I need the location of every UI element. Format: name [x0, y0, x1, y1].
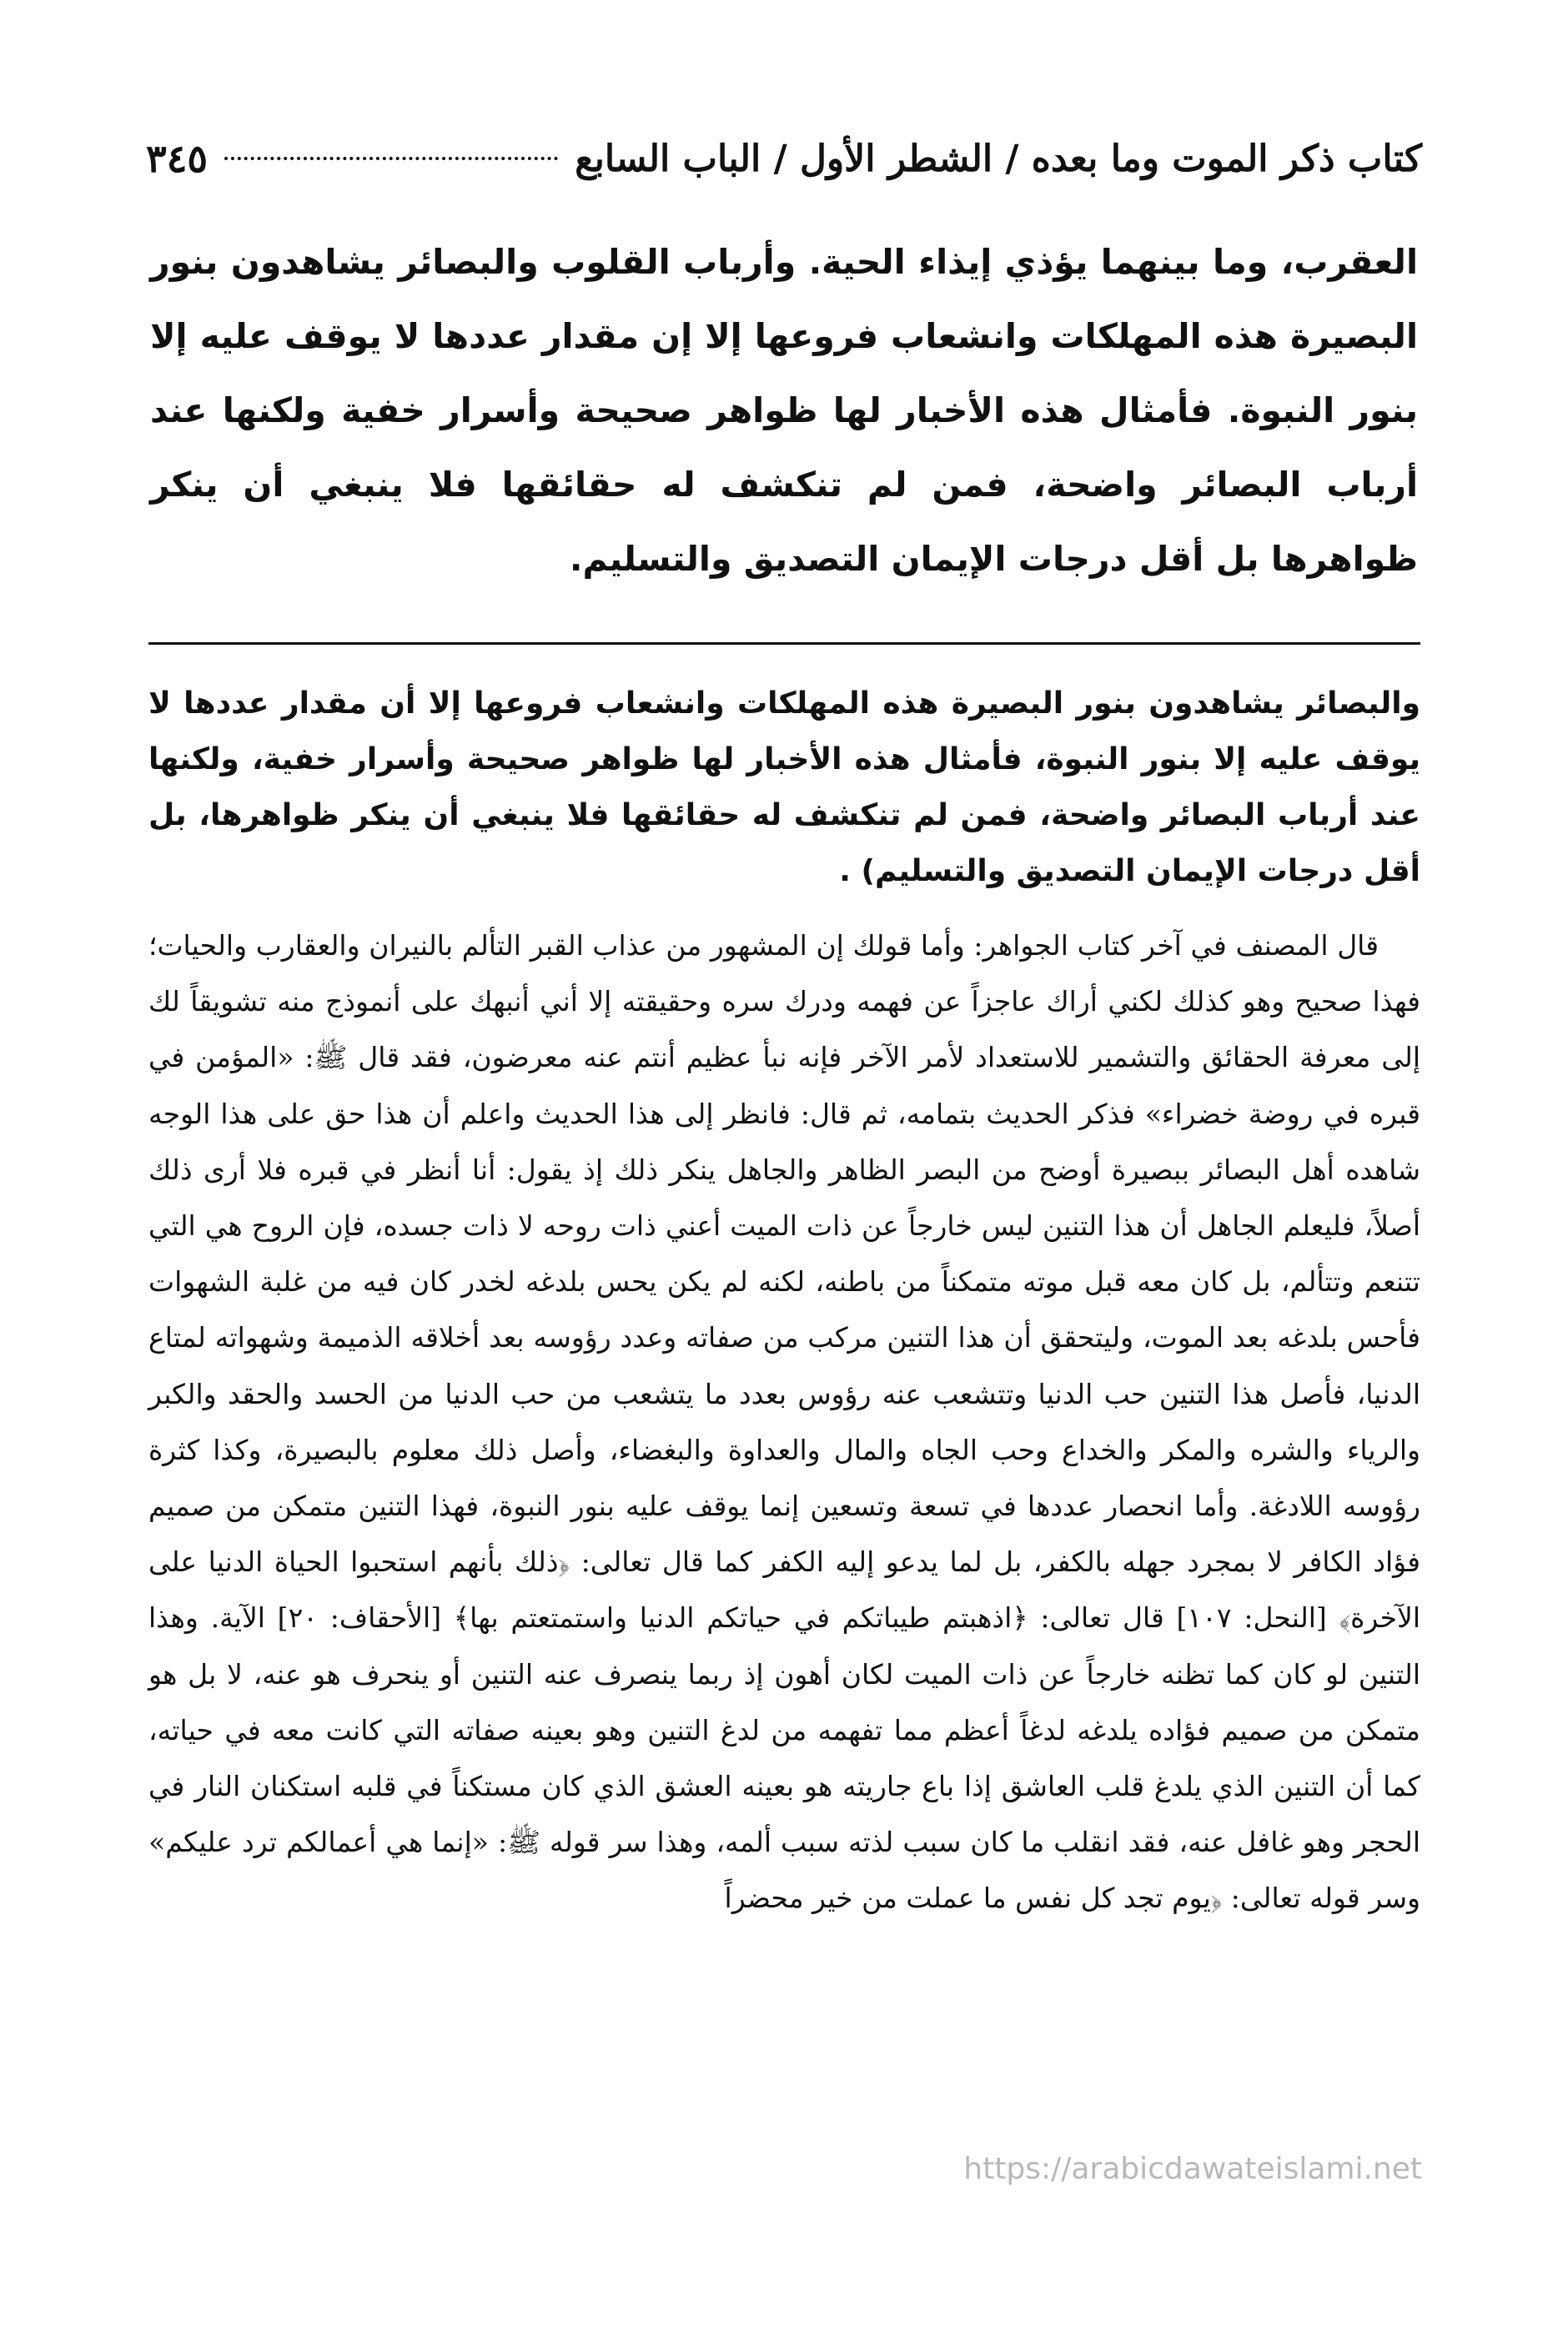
page-number: ٣٤٥	[146, 136, 209, 181]
main-text-block	[150, 225, 1418, 596]
quoted-text: والبصائر يشاهدون بنور البصيرة هذه المهلكات وانشعاب فروعها إلا أن مقدار عددها لا يوقف عليه إلا بنور النبوة، فأمثال هذه الأخبار لها ظواهر صحيحة وأسرار خفية، ولكنها عند أرباب البصائر واضحة، فمن لم تنكشف له حقائقها فلا ينبغي أن ينكر ظواهرها، بل أقل درجات الإيمان التصديق والتسليم) .	[148, 686, 1420, 888]
main-text: العقرب، وما بينهما يؤذي إيذاء الحية. وأرباب القلوب والبصائر يشاهدون بنور البصيرة هذه المهلكات وانشعاب فروعها إلا إن مقدار عددها لا يوقف عليه إلا بنور النبوة. فأمثال هذه الأخبار لها ظواهر صحيحة وأسرار خفية ولكنها عند أرباب البصائر واضحة، فمن لم تنكشف له حقائقها فلا ينبغي أن ينكر ظواهرها بل أقل درجات الإيمان التصديق والتسليم.	[150, 242, 1418, 579]
running-header	[146, 121, 1422, 196]
site-watermark: https://arabicdawateislami.net	[963, 2152, 1422, 2186]
commentary-block	[148, 917, 1420, 1927]
section-divider	[148, 642, 1420, 645]
commentary-text: قال المصنف في آخر كتاب الجواهر: وأما قولك إن المشهور من عذاب القبر التألم بالنيران والعقارب والحيات؛ فهذا صحيح وهو كذلك لكني أراك عاجزاً عن فهمه ودرك سره وحقيقته إلا أني أنبهك على أنموذج منه تشويقاً لك إلى معرفة الحقائق والتشمير للاستعداد لأمر الآخر فإنه نبأ عظيم أنتم عنه معرضون، فقد قال ﷺ: «المؤمن في قبره في روضة خضراء» فذكر الحديث بتمامه، ثم قال: فانظر إلى هذا الحديث واعلم أن هذا حق على هذا الوجه شاهده أهل البصائر ببصيرة أوضح من البصر الظاهر والجاهل ينكر ذلك إذ يقول: أنا أنظر في قبره فلا أرى ذلك أصلاً، فليعلم الجاهل أن هذا التنين ليس خارجاً عن ذات الميت أعني ذات روحه لا ذات جسده، فإن الروح هي التي تتنعم وتتألم، بل كان معه قبل موته متمكناً من باطنه، لكنه لم يكن يحس بلدغه لخدر كان فيه من غلبة الشهوات فأحس بلدغه بعد الموت، وليتحقق أن هذا التنين مركب من صفاته وعدد رؤوسه بعد أخلاقه الذميمة وشهواته لمتاع الدنيا، فأصل هذا التنين حب الدنيا وتتشعب عنه رؤوس بعدد ما يتشعب من حب الدنيا من الحسد والحقد والكبر والرياء والشره والمكر والخداع وحب الجاه والمال والعداوة والبغضاء، وأصل ذلك معلوم بالبصيرة، وكذا كثرة رؤوسه اللادغة. وأما انحصار عددها في تسعة وتسعين إنما يوقف عليه بنور النبوة، فهذا التنين متمكن من صميم فؤاد الكافر لا بمجرد جهله بالكفر، بل لما يدعو إليه الكفر كما قال تعالى: ﴿ذلك بأنهم استحبوا الحياة الدنيا على الآخرة﴾ [النحل: ١٠٧] قال تعالى: ﴿اذهبتم طيباتكم في حياتكم الدنيا واستمتعتم بها﴾ [الأحقاف: ٢٠] الآية. وهذا التنين لو كان كما تظنه خارجاً عن ذات الميت لكان أهون إذ ربما ينصرف عنه التنين أو ينحرف هو عنه، لا بل هو متمكن من صميم فؤاده يلدغه لدغاً أعظم مما تفهمه من لدغ التنين وهو بعينه صفاته التي كانت معه في حياته، كما أن التنين الذي يلدغ قلب العاشق إذا باع جاريته هو بعينه العشق الذي كان مستكناً في قلبه استكنان النار في الحجر وهو غافل عنه، فقد انقلب ما كان سبب لذته سبب ألمه، وهذا سر قوله ﷺ: «إنما هي أعمالكم ترد عليكم» وسر قوله تعالى: ﴿يوم تجد كل نفس ما عملت من خير محضراً	[148, 929, 1420, 1915]
quoted-text-block	[148, 676, 1420, 899]
header-dot-leader	[224, 157, 558, 160]
header-title: كتاب ذكر الموت وما بعده / الشطر الأول / الباب السابع	[575, 137, 1422, 180]
